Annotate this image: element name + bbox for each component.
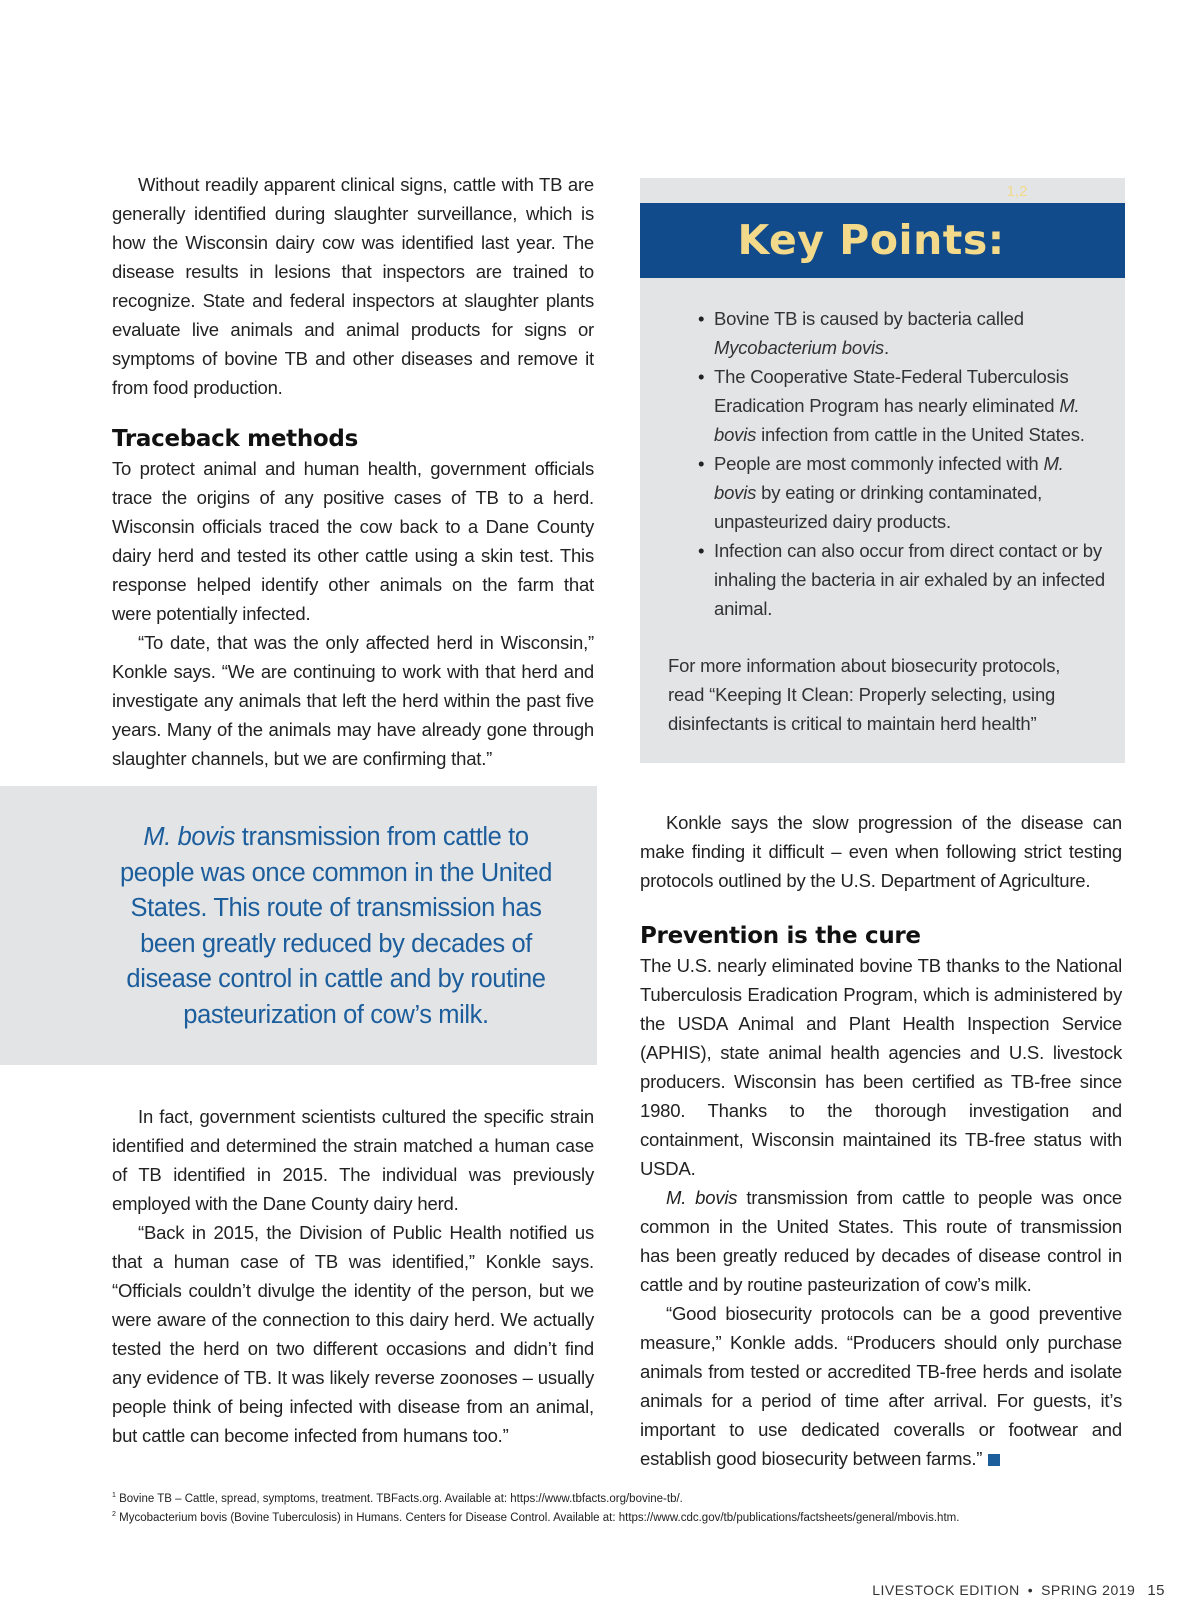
left-column-top xyxy=(112,170,594,773)
key-points-title: Key Points: xyxy=(737,216,1005,264)
prevention-paragraph-2: M. bovis transmission from cattle to people was once common in the United States. This route of transmission has been greatly reduced by decades of disease control in cattle and by routine pasteurization of cow’s milk. xyxy=(640,1187,1122,1295)
body-paragraph: In fact, government scientists cultured the specific strain identified and determined the strain matched a human case of TB identified in 2015. The individual was previously employed with the Dane County dairy herd. xyxy=(112,1106,594,1214)
end-of-article-icon xyxy=(988,1454,1000,1466)
footer-edition: LIVESTOCK EDITION xyxy=(872,1582,1020,1598)
pull-quote-box xyxy=(0,786,597,1065)
prevention-paragraph-1: The U.S. nearly eliminated bovine TB thanks to the National Tuberculosis Eradication Program, which is administered by the USDA Animal and Plant Health Inspection Service (APHIS), state animal health agencies and U.S. livestock producers. Wisconsin has been certified as TB-free since 1980. Thanks to the thorough investigation and containment, Wisconsin maintained its TB-free status with USDA. xyxy=(640,955,1122,1179)
key-point-item: • The Cooperative State-Federal Tuberculosis Eradication Program has nearly eliminated M. bovis infection from cattle in the United States. xyxy=(698,362,1108,449)
key-points-box xyxy=(640,178,1125,763)
footnote: $^2$ Mycobacterium bovis (Bovine Tuberculosis) in Humans. Centers for Disease Control. Available at: https://www.cdc.gov/tb/publications/factsheets/general/mbovis.htm. xyxy=(112,1510,960,1524)
key-point-item: • People are most commonly infected with M. bovis by eating or drinking contaminated, unpasteurized dairy products. xyxy=(698,449,1108,536)
page-number: 15 xyxy=(1147,1582,1165,1599)
key-points-note: For more information about biosecurity protocols, read “Keeping It Clean: Properly selecting, using disinfectants is critical to maintain herd health” xyxy=(668,655,1061,734)
footnote: $^1$ Bovine TB – Cattle, spread, symptoms, treatment. TBFacts.org. Available at: https://www.tbfacts.org/bovine-tb/. xyxy=(112,1492,683,1505)
footer-separator: • xyxy=(1027,1582,1034,1598)
traceback-heading: Traceback methods xyxy=(112,426,358,452)
prevention-heading: Prevention is the cure xyxy=(640,923,921,949)
page-footer xyxy=(872,1582,1165,1599)
footnotes xyxy=(112,1488,1112,1526)
body-paragraph: Konkle says the slow progression of the disease can make finding it difficult – even when following strict testing protocols outlined by the U.S. Department of Agriculture. xyxy=(640,812,1122,891)
body-paragraph: “Back in 2015, the Division of Public Health notified us that a human case of TB was identified,” Konkle says. “Officials couldn’t divulge the identity of the person, but we were aware of the connection to this dairy herd. We actually tested the herd on two different occasions and didn’t find any evidence of TB. It was likely reverse zoonoses – usually people think of being infected with disease from an animal, but cattle can become infected from humans too.” xyxy=(112,1222,594,1446)
traceback-paragraph-1: To protect animal and human health, government officials trace the origins of any positive cases of TB to a herd. Wisconsin officials traced the cow back to a Dane County dairy herd and tested its other cattle using a skin test. This response helped identify other animals on the farm that were potentially infected. xyxy=(112,458,594,624)
intro-paragraph: Without readily apparent clinical signs, cattle with TB are generally identified during slaughter surveillance, which is how the Wisconsin dairy cow was identified last year. The disease results in lesions that inspectors are trained to recognize. State and federal inspectors at slaughter plants evaluate live animals and animal products for signs or symptoms of bovine TB and other diseases and remove it from food production. xyxy=(112,174,594,398)
key-points-banner xyxy=(640,183,1125,278)
left-column-bottom xyxy=(112,1102,594,1450)
pull-quote-text: M. bovis transmission from cattle to people was once common in the United States. This route of transmission has been greatly reduced by decades of disease control in cattle and by routine pasteurization of cow’s milk. xyxy=(119,823,553,1029)
right-column-bottom xyxy=(640,808,1122,1473)
key-point-item: • Bovine TB is caused by bacteria called Mycobacterium bovis. xyxy=(698,304,1108,362)
key-point-item: • Infection can also occur from direct contact or by inhaling the bacteria in air exhaled by an infected animal. xyxy=(698,536,1108,623)
key-points-superscript: 1,2 xyxy=(1006,183,1028,200)
footer-season: SPRING 2019 xyxy=(1041,1582,1136,1598)
traceback-paragraph-2: “To date, that was the only affected herd in Wisconsin,” Konkle says. “We are continuing to work with that herd and investigate any animals that left the herd within the past five years. Many of the animals may have already gone through slaughter channels, but we are confirming that.” xyxy=(112,632,594,769)
key-points-list xyxy=(698,304,1108,623)
prevention-paragraph-3: “Good biosecurity protocols can be a good preventive measure,” Konkle adds. “Producers should only purchase animals from tested or accredited TB-free herds and isolate animals for a period of time after arrival. For guests, it’s important to use dedicated coveralls or footwear and establish good biosecurity between farms.” xyxy=(640,1303,1122,1469)
